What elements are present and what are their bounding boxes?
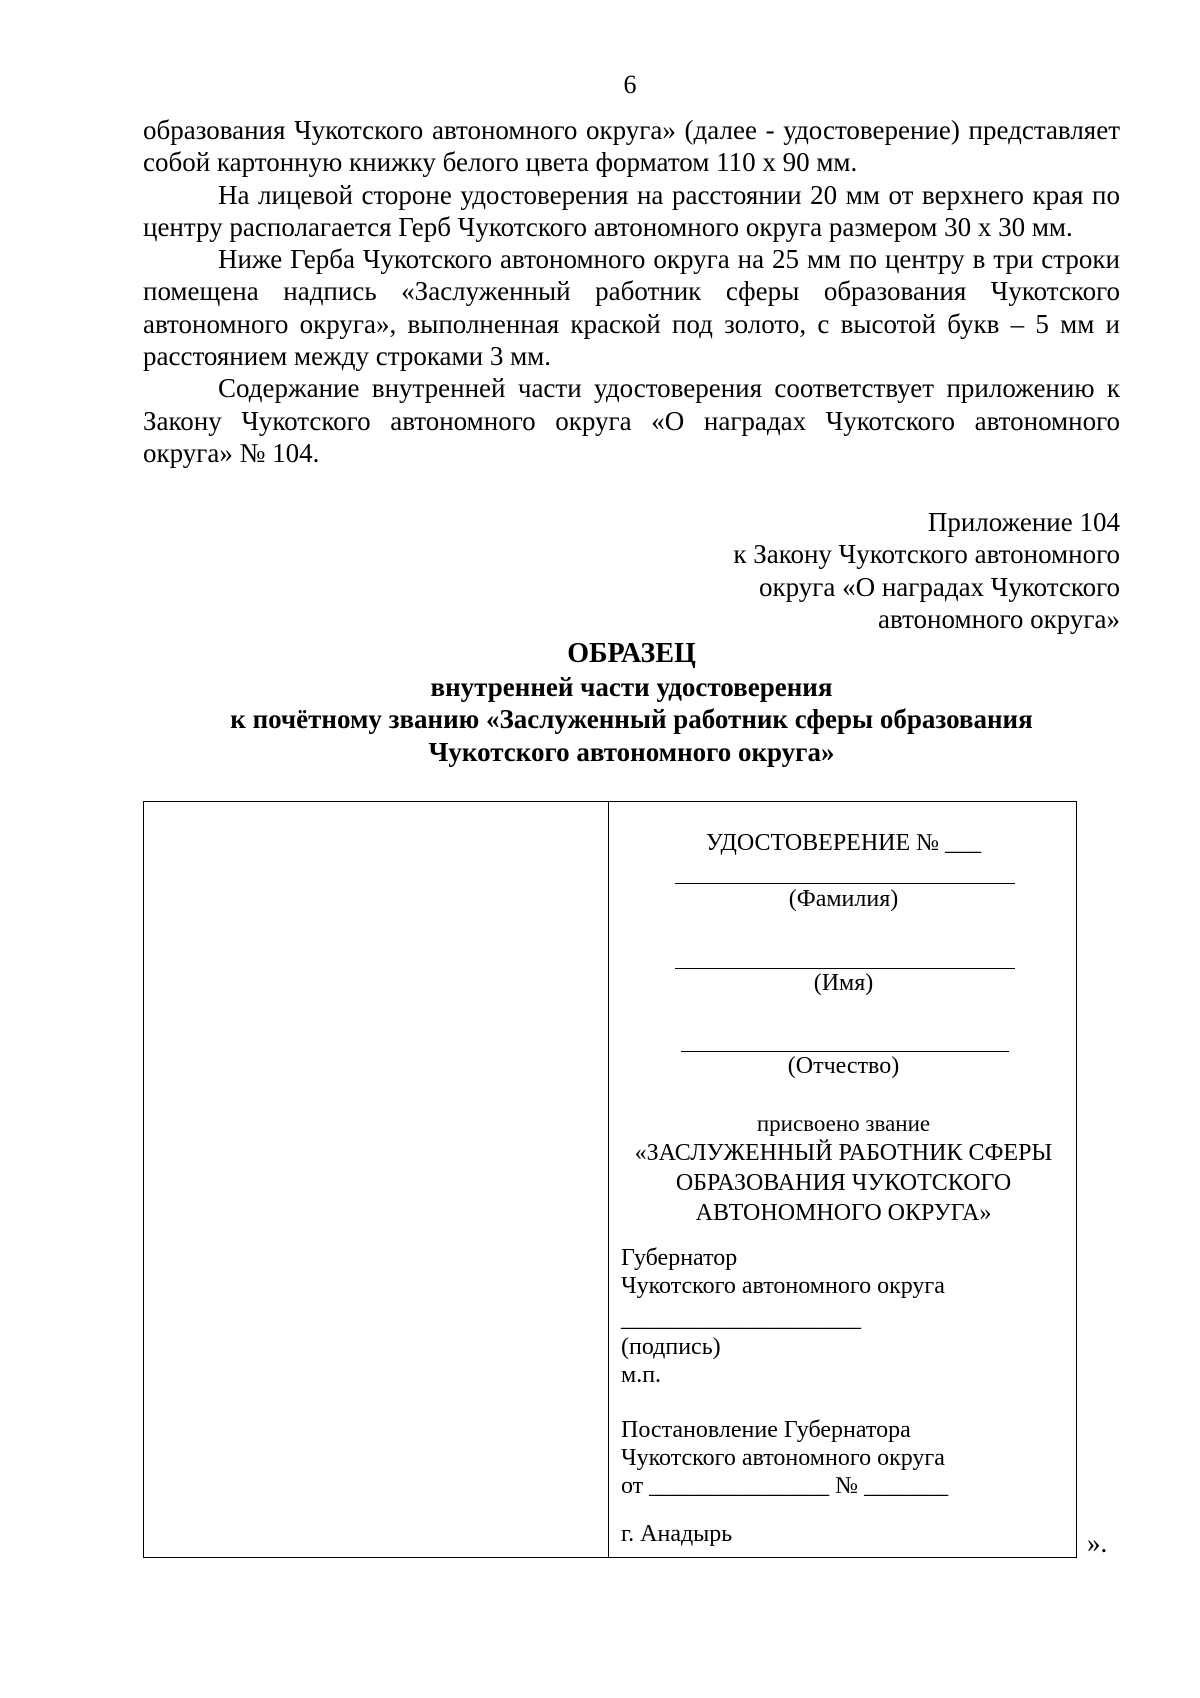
city-label: г. Анадырь bbox=[621, 1521, 733, 1547]
heading-line: внутренней части удостоверения bbox=[430, 671, 833, 702]
page-number: 6 bbox=[623, 70, 637, 99]
closing-quote: ». bbox=[1087, 1528, 1108, 1558]
paragraph: На лицевой стороне удостоверения на расстоянии 20 мм от верхнего края по центру располагается Герб Чукотского автономного округа размером 30 х 30 мм. bbox=[143, 179, 1120, 242]
decree-label: Постановление Губернатора bbox=[621, 1417, 911, 1443]
name-label: (Имя) bbox=[813, 970, 874, 996]
document-heading bbox=[143, 638, 1120, 768]
signature-label: (подпись) bbox=[621, 1334, 721, 1360]
governor-block bbox=[621, 1244, 945, 1300]
award-title-line: АВТОНОМНОГО ОКРУГА» bbox=[695, 1200, 992, 1226]
paragraph: Ниже Герба Чукотского автономного округа на 25 мм по центру в три строки помещена надпись «Заслуженный работник сферы образования Чукотского автономного округа», выполненная краской под золото, с высотой букв – 5 мм и расстоянием между строками 3 мм. bbox=[143, 244, 1120, 372]
patronymic-line bbox=[681, 1051, 1009, 1052]
governor-region: Чукотского автономного округа bbox=[621, 1273, 945, 1299]
paragraph: Содержание внутренней части удостоверения соответствует приложению к Закону Чукотского автономного округа «О наградах Чукотского автономного округа» № 104. bbox=[143, 373, 1120, 468]
award-title-line: «ЗАСЛУЖЕННЫЙ РАБОТНИК СФЕРЫ bbox=[634, 1140, 1053, 1166]
certificate-number: УДОСТОВЕРЕНИЕ № ___ bbox=[705, 830, 982, 856]
table-column-divider bbox=[608, 802, 609, 1557]
appendix-reference bbox=[733, 506, 1120, 635]
signature-line: ____________________ bbox=[621, 1306, 861, 1332]
appendix-line: к Закону Чукотского автономного bbox=[733, 539, 1120, 570]
body-text bbox=[143, 114, 1120, 469]
decree-block bbox=[621, 1416, 948, 1500]
name-line bbox=[675, 968, 1015, 969]
awarded-title-block bbox=[611, 1110, 1076, 1228]
award-title-line: ОБРАЗОВАНИЯ ЧУКОТСКОГО bbox=[675, 1170, 1012, 1196]
signature-block bbox=[621, 1305, 861, 1389]
paragraph: образования Чукотского автономного округа» (далее - удостоверение) представляет собой картонную книжку белого цвета форматом 110 х 90 мм. bbox=[143, 115, 1120, 178]
awarded-text: присвоено звание bbox=[756, 1111, 931, 1136]
decree-date-number: от _______________ № _______ bbox=[621, 1473, 949, 1499]
patronymic-label: (Отчество) bbox=[787, 1053, 900, 1079]
governor-label: Губернатор bbox=[621, 1245, 738, 1271]
heading-title: ОБРАЗЕЦ bbox=[567, 638, 696, 669]
surname-line bbox=[675, 883, 1015, 884]
surname-label: (Фамилия) bbox=[788, 886, 899, 912]
certificate-sample-table bbox=[143, 801, 1077, 1558]
appendix-line: Приложение 104 bbox=[927, 507, 1120, 537]
appendix-line: округа «О наградах Чукотского bbox=[759, 571, 1120, 602]
certificate-right-page bbox=[611, 802, 1076, 1557]
decree-region: Чукотского автономного округа bbox=[621, 1445, 945, 1471]
appendix-line: автономного округа» bbox=[878, 603, 1120, 634]
stamp-label: м.п. bbox=[621, 1362, 662, 1388]
heading-line: Чукотского автономного округа» bbox=[428, 736, 835, 767]
heading-line: к почётному званию «Заслуженный работник сферы образования bbox=[230, 704, 1033, 734]
